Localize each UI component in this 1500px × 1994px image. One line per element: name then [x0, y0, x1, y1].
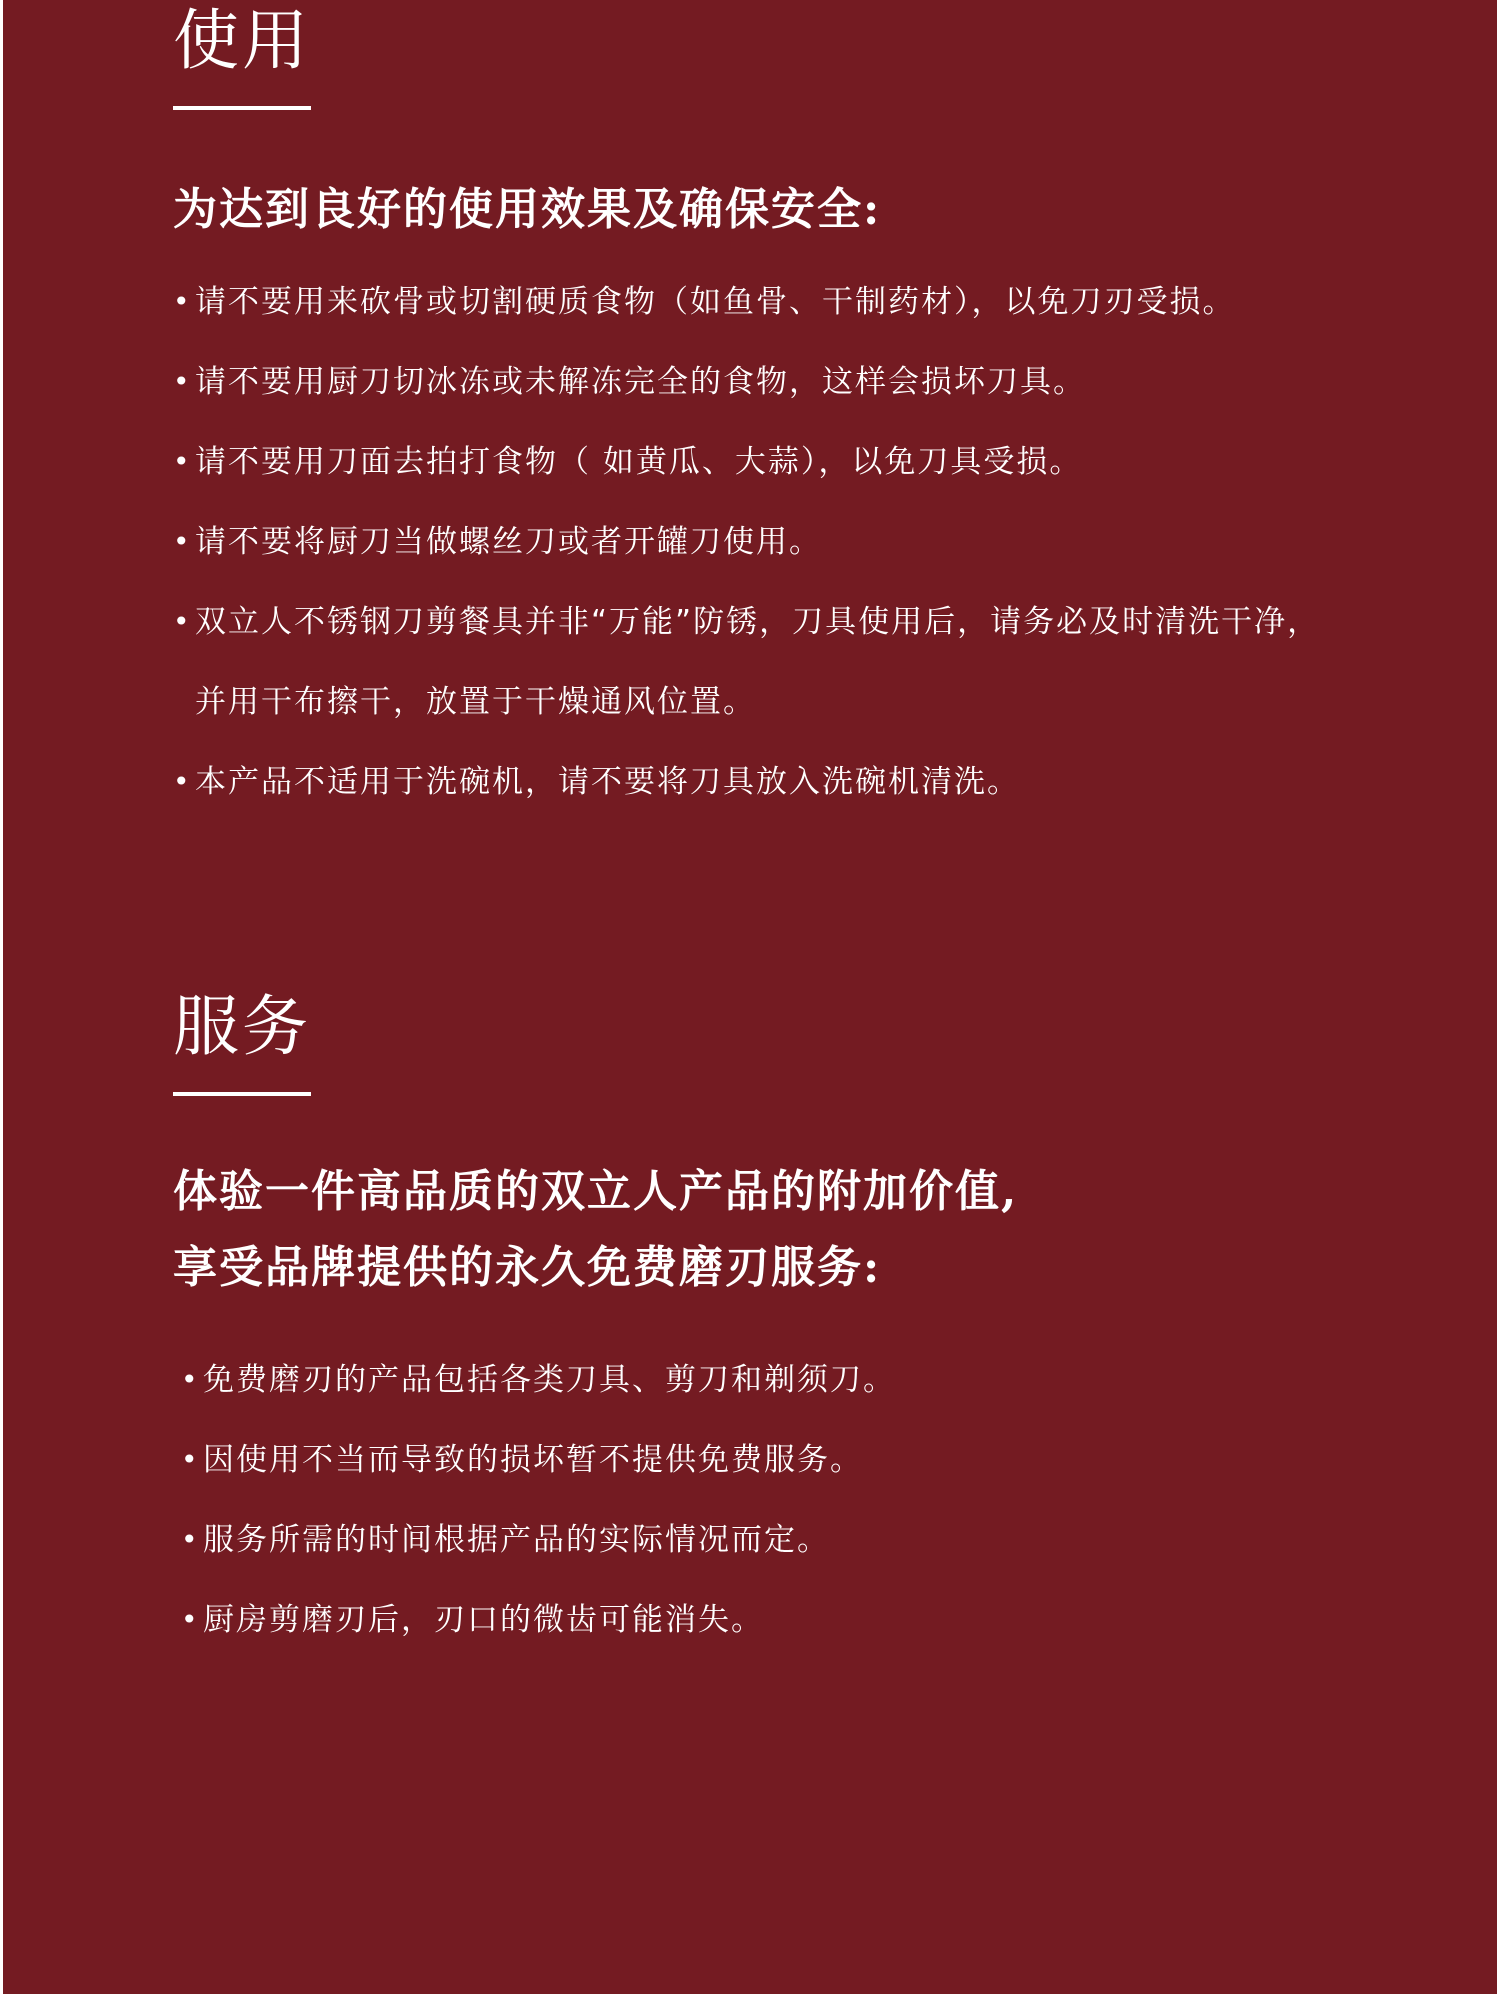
bullet-icon: • [173, 285, 192, 318]
usage-list-item [173, 742, 1353, 822]
bullet-icon: • [173, 445, 192, 478]
service-title-underline [173, 1092, 311, 1096]
bullet-icon: • [173, 605, 192, 638]
service-list-item [181, 1580, 1353, 1660]
usage-list-item [173, 502, 1353, 582]
bullet-icon: • [181, 1603, 200, 1636]
usage-title: 使用 [173, 2, 311, 79]
service-lead-line2: 享受品牌提供的永久免费磨刃服务: [173, 1242, 882, 1293]
service-lead-line1: 体验一件高品质的双立人产品的附加价值, [173, 1166, 1019, 1217]
service-list-item [181, 1420, 1353, 1500]
usage-list-item [173, 342, 1353, 422]
usage-list-item-text: 请不要用来砍骨或切割硬质食物（如鱼骨、干制药材），以免刀刃受损。 [195, 284, 1236, 320]
service-list-item [181, 1340, 1353, 1420]
service-list [173, 1340, 1353, 1660]
usage-list-item-text: 请不要将厨刀当做螺丝刀或者开罐刀使用。 [195, 524, 822, 560]
service-title: 服务 [173, 988, 311, 1065]
service-list-item-text: 厨房剪磨刃后，刃口的微齿可能消失。 [203, 1602, 764, 1638]
usage-list-item-text: 请不要用刀面去拍打食物（ 如黄瓜、大蒜），以免刀具受损。 [195, 444, 1083, 480]
service-section [173, 988, 1353, 1660]
usage-list-item-text: 请不要用厨刀切冰冻或未解冻完全的食物，这样会损坏刀具。 [195, 364, 1086, 400]
usage-list-item [173, 422, 1353, 502]
bullet-icon: • [181, 1523, 200, 1556]
bullet-icon: • [173, 365, 192, 398]
usage-title-underline [173, 106, 311, 110]
bullet-icon: • [181, 1443, 200, 1476]
usage-list [173, 262, 1353, 822]
service-list-item-text: 免费磨刃的产品包括各类刀具、剪刀和剃须刀。 [203, 1362, 896, 1398]
bullet-icon: • [173, 525, 192, 558]
bullet-icon: • [181, 1363, 200, 1396]
service-list-item [181, 1500, 1353, 1580]
usage-lead: 为达到良好的使用效果及确保安全: [173, 184, 882, 235]
usage-list-item-text: 双立人不锈钢刀剪餐具并非“万能”防锈，刀具使用后，请务必及时清洗干净，并用干布擦干，放置于干燥通风位置。 [195, 604, 1321, 720]
usage-section [173, 2, 1353, 822]
usage-list-item [173, 262, 1353, 342]
service-list-item-text: 服务所需的时间根据产品的实际情况而定。 [203, 1522, 830, 1558]
bullet-icon: • [173, 765, 192, 798]
usage-list-item [173, 582, 1353, 742]
service-list-item-text: 因使用不当而导致的损坏暂不提供免费服务。 [203, 1442, 863, 1478]
usage-list-item-text: 本产品不适用于洗碗机，请不要将刀具放入洗碗机清洗。 [195, 764, 1020, 800]
